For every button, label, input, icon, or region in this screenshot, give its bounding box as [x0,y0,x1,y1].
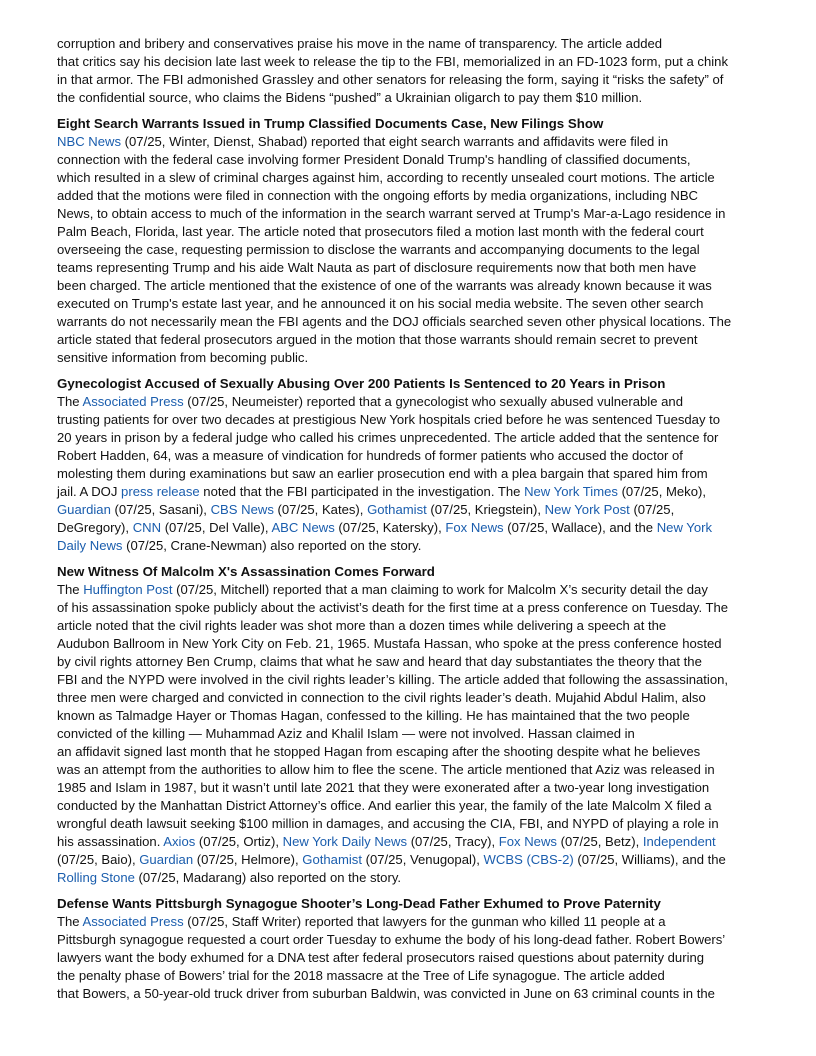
text-line: FBI and the NYPD were involved in the civil rights leader’s killing. The article added that following the assassination, [57,672,729,687]
text-line: article noted that the civil rights leader was shot more than a dozen times while delivering a speech at the [57,618,667,633]
axios-link[interactable]: Axios [163,834,196,849]
text-line: News, to obtain access to much of the information in the search warrant served at Trump's Mar-a-Lago residence in [57,206,726,221]
text-line: in that armor. The FBI admonished Grassley and other senators for releasing the form, saying it “risks the safety” of [57,72,724,87]
text-line [57,833,759,851]
text-span: (07/25, Winter, Dienst, Shabad) reported that eight search warrants and affidavits were filed in [121,134,669,149]
text-span: (07/25, Wallace), and the [503,520,657,535]
new-york-daily-news-link[interactable]: Daily News [57,538,123,553]
text-line: overseeing the case, requesting permission to disclose the warrants and accompanying documents to the legal [57,242,700,257]
article-gynecologist-sentenced [57,375,759,555]
text-line: wrongful death lawsuit seeking $100 million in damages, and accusing the CIA, FBI, and NYPD of playing a role in [57,816,719,831]
associated-press-link[interactable]: Associated Press [82,914,184,929]
text-span: The [57,914,83,929]
text-span: The [57,394,83,409]
gothamist-link[interactable]: Gothamist [302,852,362,867]
article-headline: New Witness Of Malcolm X's Assassination Comes Forward [57,564,435,579]
associated-press-link[interactable]: Associated Press [82,394,184,409]
text-line: that critics say his decision late last week to release the tip to the FBI, memorialized in an FD-1023 form, put a chink [57,54,728,69]
text-line: added that the motions were filed in connection with the ongoing efforts by media organizations, including NBC [57,188,699,203]
text-line: was an attempt from the authorities to allow him to flee the scene. The article mentioned that Aziz was released in [57,762,715,777]
text-span: his assassination. [57,834,164,849]
text-span: (07/25, Del Valle), [161,520,272,535]
guardian-link[interactable]: Guardian [139,852,194,867]
text-line: article stated that federal prosecutors argued in the motion that those warrants should remain secret to prevent [57,332,698,347]
article-synagogue-shooter [57,895,759,1003]
cbs-news-link[interactable]: CBS News [210,502,274,517]
gothamist-link[interactable]: Gothamist [367,502,427,517]
text-span: (07/25, Venugopal), [361,852,484,867]
text-span: (07/25, Williams), and the [573,852,726,867]
text-line [57,483,759,501]
text-line [57,393,759,411]
text-line: lawyers want the body exhumed for a DNA test after federal prosecutors raised questions about paternity during [57,950,705,965]
article-headline: Gynecologist Accused of Sexually Abusing Over 200 Patients Is Sentenced to 20 Years in Prison [57,376,666,391]
text-line: executed on Trump's estate last year, and he announced it on his social media website. The seven other search [57,296,704,311]
article-malcolm-x-witness [57,563,759,887]
new-york-post-link[interactable]: New York Post [544,502,630,517]
text-span: (07/25, Betz), [556,834,643,849]
text-line: 20 years in prison by a federal judge who called his crimes unprecedented. The article added that the sentence for [57,430,719,445]
text-span: (07/25, Kates), [273,502,368,517]
cnn-link[interactable]: CNN [132,520,162,535]
text-span: (07/25, Madarang) also reported on the story. [134,870,402,885]
text-line [57,501,759,519]
text-line [57,537,759,555]
text-line: trusting patients for over two decades at prestigious New York hospitals cried before he was sentenced Tuesday to [57,412,721,427]
text-line: 1985 and Islam in 1987, but it wasn’t until late 2021 that they were exonerated after a two-year long investigation [57,780,710,795]
text-span: (07/25, [629,502,675,517]
text-line [57,133,759,151]
text-line: of his assassination spoke publicly about the activist’s death for the first time at a press conference on Tuesday. The [57,600,729,615]
guardian-link[interactable]: Guardian [57,502,111,517]
new-york-daily-news-link[interactable]: New York [656,520,713,535]
text-line: conducted by the Manhattan District Attorney’s office. And earlier this year, the family of the late Malcolm X filed a [57,798,712,813]
text-span: (07/25, Crane-Newman) also reported on the story. [122,538,422,553]
text-span: (07/25, Mitchell) reported that a man claiming to work for Malcolm X’s security detail the day [172,582,708,597]
text-line: Audubon Ballroom in New York City on Feb. 21, 1965. Mustafa Hassan, who spoke at the press conference hosted [57,636,722,651]
text-span: (07/25, Katersky), [334,520,446,535]
text-line: corruption and bribery and conservatives praise his move in the name of transparency. The article added [57,36,663,51]
text-line [57,869,759,887]
text-span: (07/25, Neumeister) reported that a gynecologist who sexually abused vulnerable and [183,394,683,409]
fox-news-link[interactable]: Fox News [445,520,504,535]
text-line: by civil rights attorney Ben Crump, claims that what he saw and heard that day substantiates the theory that the [57,654,702,669]
article-trump-warrants [57,115,759,367]
text-span: (07/25, Tracy), [407,834,499,849]
text-line: which resulted in a slew of criminal charges against him, according to recently unsealed court motions. The article [57,170,715,185]
text-span: (07/25, Sasani), [110,502,211,517]
fox-news-link[interactable]: Fox News [498,834,557,849]
text-line: teams representing Trump and his aide Walt Nauta as part of disclosure requirements now that both men have [57,260,697,275]
article-headline: Eight Search Warrants Issued in Trump Classified Documents Case, New Filings Show [57,116,604,131]
text-line: convicted of the killing — Muhammad Aziz and Khalil Islam — were not involved. Hassan claimed in [57,726,635,741]
text-span: DeGregory), [57,520,133,535]
press-release-link[interactable]: press release [121,484,200,499]
new-york-daily-news-link[interactable]: New York Daily News [282,834,408,849]
text-line [57,519,759,537]
text-line: the confidential source, who claims the Bidens “pushed” a Ukrainian oligarch to pay them $10 million. [57,90,643,105]
text-line: connection with the federal case involving former President Donald Trump's handling of classified documents, [57,152,691,167]
nbc-news-link[interactable]: NBC News [57,134,122,149]
text-span: The [57,582,84,597]
text-span: (07/25, Kriegstein), [426,502,545,517]
text-span: (07/25, Baio), [57,852,140,867]
text-span: (07/25, Helmore), [193,852,303,867]
intro-paragraph [57,35,759,107]
text-line: the penalty phase of Bowers’ trial for the 2018 massacre at the Tree of Life synagogue. The article added [57,968,665,983]
wcbs-link[interactable]: WCBS (CBS-2) [483,852,574,867]
text-line [57,581,759,599]
rolling-stone-link[interactable]: Rolling Stone [57,870,135,885]
text-line: warrants do not necessarily mean the FBI agents and the DOJ officials searched seven other physical locations. The [57,314,732,329]
text-line: Pittsburgh synagogue requested a court order Tuesday to exhume the body of his long-dead father. Robert Bowers’ [57,932,726,947]
text-span: (07/25, Staff Writer) reported that lawyers for the gunman who killed 11 people at a [183,914,666,929]
text-line: been charged. The article mentioned that the existence of one of the warrants was already known because it was [57,278,712,293]
text-line [57,851,759,869]
text-line: molesting them during examinations but saw an earlier prosecution end with a plea bargain that spared him from [57,466,708,481]
article-headline: Defense Wants Pittsburgh Synagogue Shooter’s Long-Dead Father Exhumed to Prove Paternity [57,896,661,911]
text-line: three men were charged and convicted in connection to the civil rights leader’s death. Mujahid Abdul Halim, also [57,690,706,705]
abc-news-link[interactable]: ABC News [271,520,335,535]
text-span: noted that the FBI participated in the investigation. The [199,484,525,499]
text-span: jail. A DOJ [57,484,122,499]
text-line: known as Talmadge Hayer or Thomas Hagan, confessed to the killing. He has maintained that the two people [57,708,690,723]
new-york-times-link[interactable]: New York Times [524,484,618,499]
text-line: that Bowers, a 50-year-old truck driver from suburban Baldwin, was convicted in June on 63 criminal counts in the [57,986,715,1001]
text-line: Robert Hadden, 64, was a measure of vindication for hundreds of former patients who accused the doctor of [57,448,683,463]
text-line [57,913,759,931]
text-line: Palm Beach, Florida, last year. The article noted that prosecutors filed a motion last month with the federal court [57,224,704,239]
text-line: an affidavit signed last month that he stopped Hagan from escaping after the shooting despite what he believes [57,744,701,759]
text-span: (07/25, Meko), [617,484,706,499]
text-line: sensitive information from becoming public. [57,350,309,365]
independent-link[interactable]: Independent [642,834,716,849]
text-span: (07/25, Ortiz), [195,834,283,849]
huffington-post-link[interactable]: Huffington Post [83,582,173,597]
